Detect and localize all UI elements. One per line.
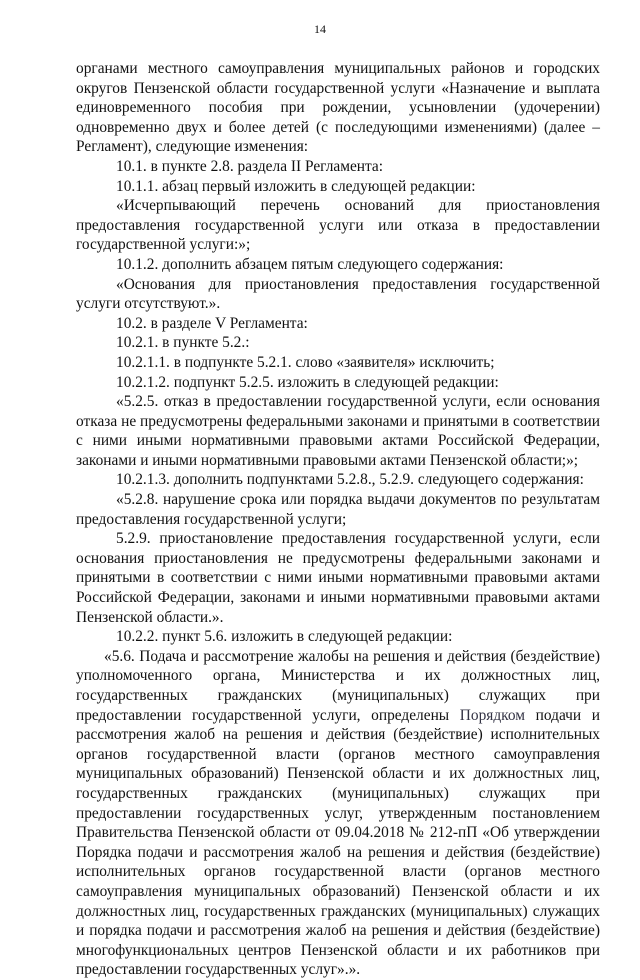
paragraph-5-6-text-after: подачи и рассмотрения жалоб на решения и действия (бездействие) исполнительных органов государственной власти (органов местного самоуправления муниципальных образований) Пензенской области и их должностных лиц, государственных гражданских (муниципальных) служащих при предоставлении государственных услуг, утвержденным постановлением Правительства Пензенской области от 09.04.2018 № 212-пП «Об утверждении Порядка подачи и рассмотрения жалоб на решения и действия (бездействие) исполнительных органов государственной власти (органов местного самоуправления муниципальных образований) Пензенской области и их должностных лиц, государственных гражданских (муниципальных) служащих и порядка подачи и рассмотрения жалоб на решения и действия (бездействие) многофункциональных центров Пензенской области и их работников при предоставлении государственных услуг».».: [76, 706, 600, 979]
poryadok-link[interactable]: Порядком: [459, 706, 526, 724]
paragraph-10-1-1: 10.1.1. абзац первый изложить в следующей редакции:: [116, 177, 476, 195]
paragraph-5-6-text-before: «5.6. Подача и рассмотрение жалобы на решения и действия (бездействие) уполномоченного органа, Министерства и их должностных лиц, государственных гражданских (муниципальных) служащих при предоставлении государственной услуги, определены: [76, 647, 600, 724]
paragraph-10-2: 10.2. в разделе V Регламента:: [116, 314, 308, 332]
paragraph-10-2-1-1: 10.2.1.1. в подпункте 5.2.1. слово «заявителя» исключить;: [116, 353, 495, 371]
paragraph-10-2-1: 10.2.1. в пункте 5.2.:: [116, 334, 250, 352]
paragraph-5-6: [76, 647, 600, 980]
paragraph-10-1: 10.1. в пункте 2.8. раздела II Регламента:: [116, 157, 384, 175]
paragraph-10-2-1-3: 10.2.1.3. дополнить подпунктами 5.2.8., 5.2.9. следующего содержания:: [116, 471, 584, 489]
page-number: 14: [314, 22, 326, 36]
paragraph-10-1-2: 10.1.2. дополнить абзацем пятым следующего содержания:: [116, 255, 504, 273]
paragraph-intro: органами местного самоуправления муниципальных районов и городских округов Пензенской области государственной услуги «Назначение и выплата единовременного пособия при рождении, усыновлении (удочерении) одновременно двух и более детей (с последующими изменениями) (далее – Регламент), следующие изменения:: [76, 60, 600, 156]
paragraph-10-2-2: 10.2.2. пункт 5.6. изложить в следующей редакции:: [116, 628, 453, 646]
paragraph-quote-2: «Основания для приостановления предоставления государственной услуги отсутствуют.».: [76, 275, 600, 313]
paragraph-quote-1: «Исчерпывающий перечень оснований для приостановления предоставления государственной услуги или отказа в предоставлении государственной услуги:»;: [76, 197, 600, 254]
paragraph-10-2-1-2: 10.2.1.2. подпункт 5.2.5. изложить в следующей редакции:: [116, 373, 499, 391]
paragraph-quote-3: «5.2.5. отказ в предоставлении государственной услуги, если основания отказа не предусмотрены федеральными законами и принятыми в соответствии с ними иными нормативными правовыми актами Российской Федерации, законами и иными нормативными правовыми актами Пензенской области;»;: [76, 393, 600, 469]
document-body: [76, 59, 600, 980]
paragraph-quote-5: 5.2.9. приостановление предоставления государственной услуги, если основания приостановления не предусмотрены федеральными законами и принятыми в соответствии с ними иными нормативными правовыми актами Российской Федерации, законами и иными нормативными правовыми актами Пензенской области.».: [76, 530, 600, 626]
paragraph-quote-4: «5.2.8. нарушение срока или порядка выдачи документов по результатам предоставления государственной услуги;: [76, 491, 600, 528]
